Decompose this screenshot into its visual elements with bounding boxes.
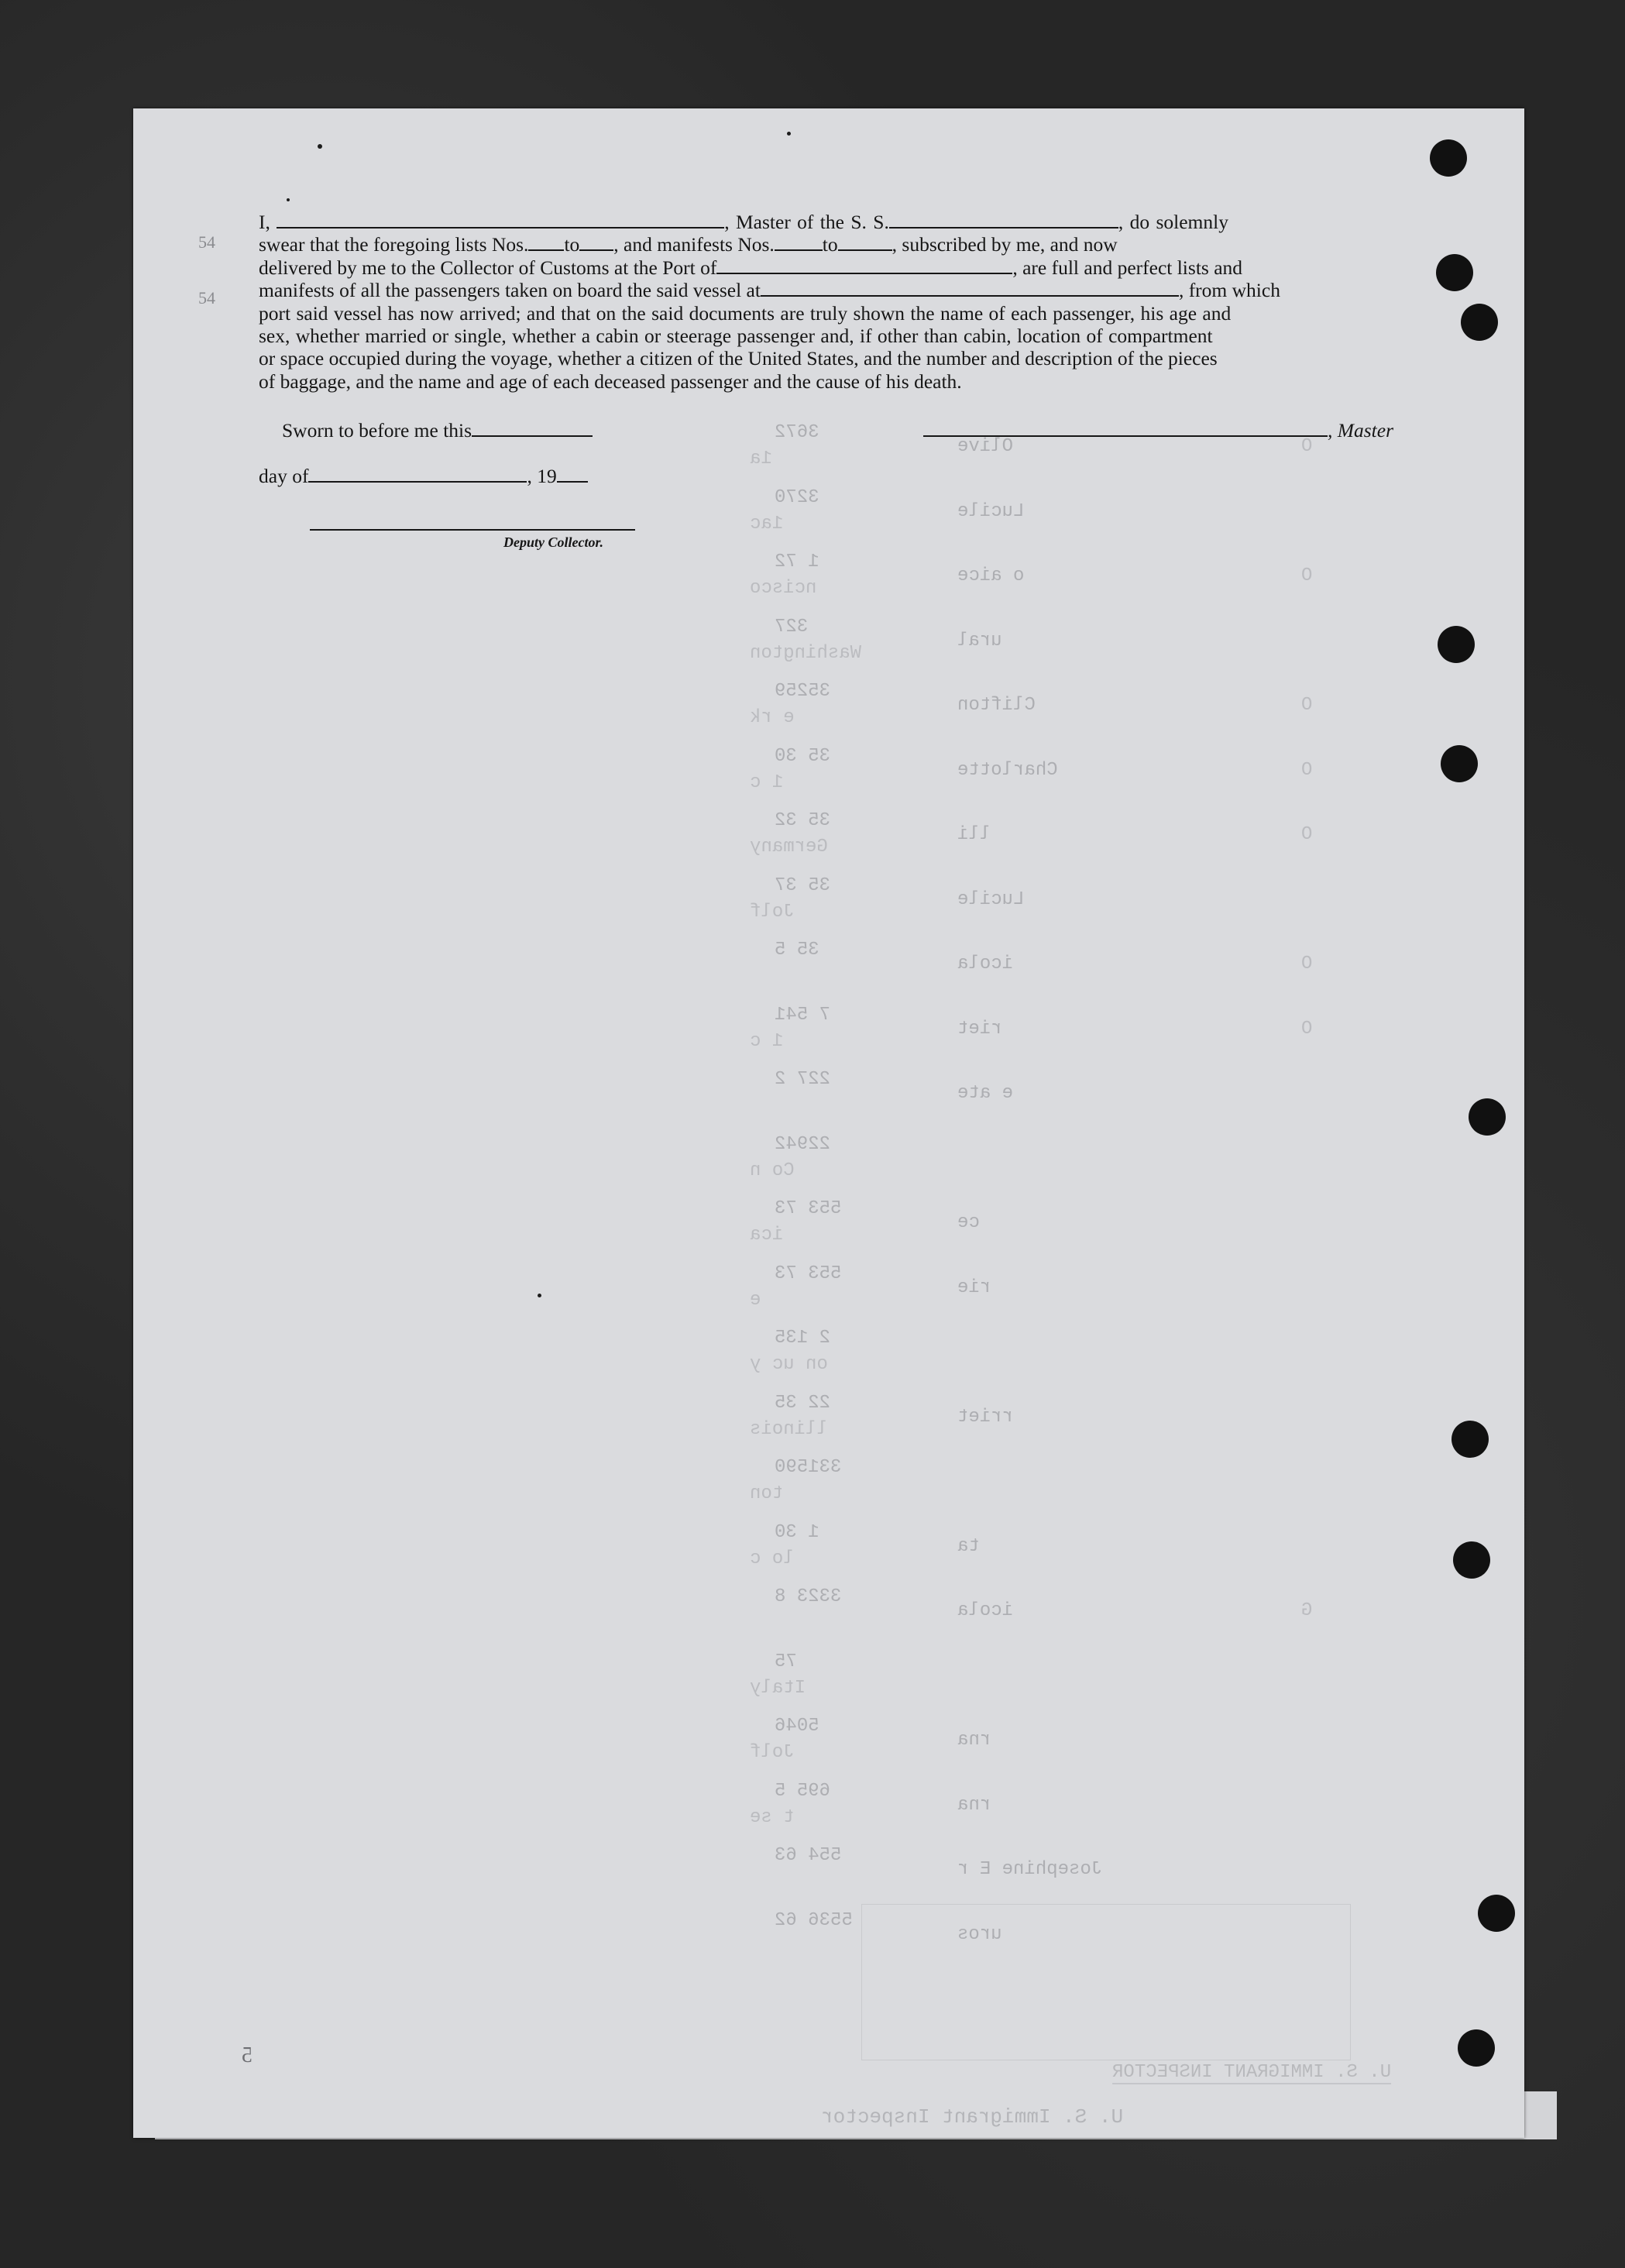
ghost-name: ta <box>957 1535 980 1557</box>
ghost-number: 2 135 <box>775 1328 831 1349</box>
ghost-word: Co n <box>750 1160 795 1181</box>
punch-hole <box>1469 1098 1506 1136</box>
ghost-word: ncisco <box>750 578 817 599</box>
ghost-name: Josephine E r <box>957 1859 1103 1880</box>
margin-number: 54 <box>198 288 215 308</box>
oath-line: or space occupied during the voyage, whether a citizen of the United States, and the number and description of the pieces <box>259 347 1218 370</box>
ghost-word: Washington <box>750 642 862 664</box>
sworn-line: Sworn to before me this <box>282 419 593 442</box>
ghost-code: O <box>1301 695 1313 716</box>
oath-line: of baggage, and the name and age of each deceased passenger and the cause of his death. <box>259 369 962 393</box>
speck <box>787 132 791 136</box>
ghost-number: 3323 8 <box>775 1586 842 1607</box>
ghost-word: Italy <box>750 1677 806 1699</box>
manifest-page <box>133 108 1524 2138</box>
ghost-number: 327 <box>775 616 809 637</box>
ghost-number: 22942 <box>775 1133 831 1155</box>
ghost-number: 22 35 <box>775 1392 831 1414</box>
sworn-date-blank <box>472 421 593 437</box>
ghost-name: o aice <box>957 565 1025 586</box>
speck <box>287 198 290 201</box>
punch-hole <box>1461 304 1498 341</box>
ghost-number: 1 30 <box>775 1521 819 1543</box>
vessel-name-blank <box>889 213 1118 229</box>
inspector-ghost: U. S. Immigrant Inspector <box>821 2105 1124 2129</box>
ghost-word: ica <box>750 1225 784 1246</box>
ghost-word: e <box>750 1289 761 1311</box>
punch-hole <box>1452 1421 1489 1458</box>
ghost-number: 3270 <box>775 486 819 508</box>
punch-hole <box>1453 1541 1490 1579</box>
ghost-word: 1ac <box>750 513 784 534</box>
port-blank <box>716 259 1012 274</box>
ghost-code: O <box>1301 759 1313 781</box>
ghost-word: 1 c <box>750 1030 784 1052</box>
master-signature-line: , Master <box>923 419 1393 442</box>
faint-table-box <box>861 1904 1351 2060</box>
ghost-name: rna <box>957 1794 991 1816</box>
punch-hole <box>1438 626 1475 663</box>
ghost-name: e ate <box>957 1083 1014 1104</box>
inspector-stamp: U. S. IMMIGRANT INSPECTOR <box>1112 2062 1392 2083</box>
speck <box>538 1294 541 1297</box>
ghost-number: 227 2 <box>775 1069 831 1090</box>
ghost-name: rriet <box>957 1406 1014 1428</box>
ghost-name: Lucile <box>957 888 1025 910</box>
day-blank <box>308 467 527 483</box>
ghost-number: 75 <box>775 1651 797 1672</box>
ghost-number: 695 5 <box>775 1780 831 1802</box>
ghost-number: 35 37 <box>775 875 831 896</box>
oath-line: delivered by me to the Collector of Customs at the Port of , are full and perfect lists and <box>259 256 1243 279</box>
ghost-word: Jolf <box>750 1742 795 1763</box>
ghost-word: on uc y <box>750 1354 828 1375</box>
oath-line: I, , Master of the S. S. , do solemnly <box>259 211 1228 233</box>
ghost-number: 35 30 <box>775 745 831 767</box>
punch-hole <box>1441 745 1478 782</box>
departure-port-blank <box>761 281 1179 297</box>
ghost-number: 7 541 <box>775 1004 831 1026</box>
ghost-number: 35259 <box>775 681 831 702</box>
ghost-word: 1a <box>750 448 772 469</box>
ghost-number: 553 73 <box>775 1198 842 1219</box>
punch-hole <box>1458 2029 1495 2067</box>
ghost-number: 35 32 <box>775 810 831 831</box>
deputy-collector-label: Deputy Collector. <box>503 534 603 550</box>
ghost-number: 3672 <box>775 422 819 443</box>
speck <box>318 144 322 149</box>
oath-line: port said vessel has now arrived; and that on the said documents are truly shown the name of each passenger, his age and <box>259 301 1232 325</box>
ghost-code: O <box>1301 1018 1313 1040</box>
master-signature-blank <box>923 421 1328 437</box>
ghost-code: O <box>1301 436 1313 457</box>
ghost-name: uros <box>957 1923 1002 1945</box>
ghost-word: 1 c <box>750 771 784 793</box>
corner-number: 5 <box>242 2043 253 2067</box>
deputy-signature-rule <box>310 529 635 531</box>
ghost-name: Charlotte <box>957 759 1058 781</box>
ghost-name: rie <box>957 1277 991 1298</box>
year-blank <box>557 467 588 483</box>
oath-paragraph <box>259 211 1405 393</box>
ghost-word: t se <box>750 1806 795 1828</box>
day-line: day of , 19 <box>259 465 588 488</box>
ghost-word: Germany <box>750 837 828 857</box>
ghost-name: ural <box>957 630 1002 651</box>
ghost-name: Lucile <box>957 500 1025 522</box>
oath-line: swear that the foregoing lists Nos. to , and manifests Nos. to , subscribed by me, and now <box>259 233 1118 256</box>
ghost-number: 553 73 <box>775 1263 842 1284</box>
margin-number: 54 <box>198 232 215 252</box>
ghost-name: ce <box>957 1212 980 1233</box>
ghost-word: e rk <box>750 707 795 728</box>
ghost-name: lli <box>957 824 991 845</box>
ghost-name: Clifton <box>957 695 1036 716</box>
oath-line: sex, whether married or single, whether a cabin or steerage passenger and, if other than cabin, location of compartment <box>259 325 1213 348</box>
ghost-name: Olive <box>957 436 1014 457</box>
ghost-number: 5536 62 <box>775 1909 853 1931</box>
ghost-number: 5046 <box>775 1716 819 1737</box>
ghost-name: rna <box>957 1730 991 1751</box>
ghost-number: 1 72 <box>775 552 819 572</box>
punch-hole <box>1478 1895 1515 1932</box>
ghost-word: lo c <box>750 1548 795 1569</box>
ghost-code: O <box>1301 565 1313 586</box>
ghost-number: 554 63 <box>775 1845 842 1866</box>
ghost-name: riet <box>957 1018 1002 1040</box>
ghost-number: 35 5 <box>775 940 819 960</box>
master-name-blank <box>277 213 724 229</box>
ghost-code: O <box>1301 954 1313 974</box>
ghost-name: icola <box>957 1600 1014 1621</box>
ghost-name: icola <box>957 954 1014 974</box>
ghost-number: 331590 <box>775 1457 842 1478</box>
oath-line: manifests of all the passengers taken on board the said vessel at , from which <box>259 279 1280 302</box>
punch-hole <box>1430 139 1467 177</box>
ghost-word: llinois <box>750 1418 828 1440</box>
ghost-code: G <box>1301 1600 1313 1621</box>
ghost-word: ton <box>750 1483 784 1504</box>
ghost-code: O <box>1301 824 1313 845</box>
ghost-word: Jolf <box>750 901 795 923</box>
punch-hole <box>1436 254 1473 291</box>
